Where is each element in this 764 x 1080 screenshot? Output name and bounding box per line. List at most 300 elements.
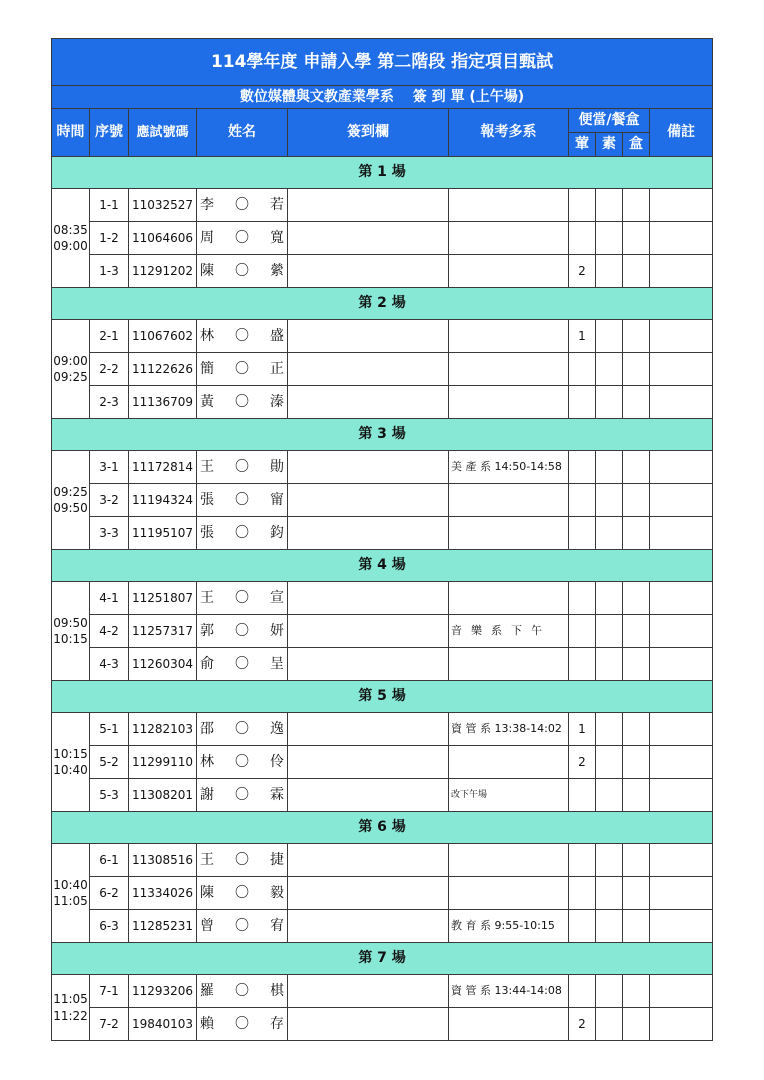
name-mask: 〇 [235,491,249,508]
name-surname: 李 [200,196,214,213]
meal-box-cell [623,386,650,419]
name-mask: 〇 [235,720,249,737]
signin-cell[interactable] [288,353,449,386]
exam-number-cell: 11032527 [129,189,197,222]
remark-cell [650,484,713,517]
name-given: 盛 [270,327,284,344]
remark-cell [650,648,713,681]
other-dept-cell [449,746,569,779]
signin-cell[interactable] [288,255,449,288]
remark-cell [650,189,713,222]
name-mask: 〇 [235,982,249,999]
exam-number-cell: 11334026 [129,877,197,910]
table-row [52,353,713,386]
time-slot [52,451,90,550]
time-slot [52,713,90,812]
exam-number-cell: 11260304 [129,648,197,681]
meal-veg-cell [596,451,623,484]
remark-cell [650,320,713,353]
signin-cell[interactable] [288,189,449,222]
col-header-veg: 素 [596,133,623,157]
session-label: 第 3 場 [52,419,713,451]
name-given: 溱 [270,393,284,410]
session-header [52,157,713,189]
session-header [52,943,713,975]
exam-number-cell: 11257317 [129,615,197,648]
seq-cell: 4-2 [90,615,129,648]
signin-cell[interactable] [288,910,449,943]
meal-box-cell [623,779,650,812]
time-start: 09:25 [53,484,88,499]
name-cell [197,746,288,779]
remark-cell [650,222,713,255]
seq-cell: 2-1 [90,320,129,353]
signin-cell[interactable] [288,615,449,648]
name-cell [197,779,288,812]
name-given: 鈞 [270,524,284,541]
meal-box-cell [623,844,650,877]
exam-number-cell: 11251807 [129,582,197,615]
name-surname: 王 [200,851,214,868]
meal-meat-cell: 2 [569,746,596,779]
table-row [52,582,713,615]
name-cell [197,484,288,517]
name-mask: 〇 [235,393,249,410]
seq-cell: 6-2 [90,877,129,910]
other-dept-cell: 教 育 系 9:55-10:15 [449,910,569,943]
meal-box-cell [623,353,650,386]
name-surname: 郭 [200,622,214,639]
seq-cell: 2-3 [90,386,129,419]
name-given: 正 [270,360,284,377]
name-cell [197,975,288,1008]
sign-in-table [51,38,713,1041]
session-header [52,288,713,320]
other-dept-cell [449,648,569,681]
name-given: 甯 [270,491,284,508]
name-mask: 〇 [235,622,249,639]
signin-cell[interactable] [288,386,449,419]
other-dept-cell [449,255,569,288]
other-dept-cell [449,484,569,517]
remark-cell [650,353,713,386]
name-given: 伶 [270,753,284,770]
name-surname: 陳 [200,884,214,901]
name-given: 棋 [270,982,284,999]
name-given: 存 [270,1015,284,1032]
name-surname: 羅 [200,982,214,999]
name-surname: 賴 [200,1015,214,1032]
name-cell [197,189,288,222]
name-given: 毅 [270,884,284,901]
seq-cell: 4-3 [90,648,129,681]
meal-veg-cell [596,648,623,681]
meal-meat-cell [569,844,596,877]
table-row [52,189,713,222]
other-dept-cell [449,1008,569,1041]
name-mask: 〇 [235,884,249,901]
meal-veg-cell [596,713,623,746]
col-header-exam-no: 應試號碼 [129,109,197,157]
name-given: 呈 [270,655,284,672]
col-header-remark: 備註 [650,109,713,157]
time-slot [52,582,90,681]
exam-number-cell: 19840103 [129,1008,197,1041]
meal-veg-cell [596,353,623,386]
remark-cell [650,746,713,779]
remark-cell [650,877,713,910]
meal-box-cell [623,484,650,517]
name-mask: 〇 [235,262,249,279]
name-mask: 〇 [235,1015,249,1032]
exam-number-cell: 11067602 [129,320,197,353]
remark-cell [650,615,713,648]
time-start: 11:05 [53,992,88,1007]
name-cell [197,1008,288,1041]
exam-number-cell: 11285231 [129,910,197,943]
signin-cell[interactable] [288,222,449,255]
remark-cell [650,255,713,288]
sheet-body [52,157,713,1041]
name-mask: 〇 [235,458,249,475]
seq-cell: 5-3 [90,779,129,812]
name-cell [197,353,288,386]
table-row [52,517,713,550]
seq-cell: 5-1 [90,713,129,746]
table-row [52,484,713,517]
other-dept-cell [449,353,569,386]
meal-veg-cell [596,615,623,648]
meal-veg-cell [596,386,623,419]
table-row [52,255,713,288]
meal-box-cell [623,320,650,353]
meal-veg-cell [596,779,623,812]
meal-veg-cell [596,877,623,910]
name-given: 逸 [270,720,284,737]
meal-box-cell [623,713,650,746]
seq-cell: 5-2 [90,746,129,779]
seq-cell: 7-2 [90,1008,129,1041]
table-row [52,746,713,779]
other-dept-cell [449,844,569,877]
other-dept-cell: 資 管 系 13:44-14:08 [449,975,569,1008]
session-label: 第 5 場 [52,681,713,713]
name-surname: 陳 [200,262,214,279]
remark-cell [650,910,713,943]
time-start: 10:15 [53,746,88,761]
name-surname: 曾 [200,917,214,934]
name-surname: 林 [200,753,214,770]
meal-meat-cell [569,648,596,681]
meal-veg-cell [596,320,623,353]
meal-box-cell [623,222,650,255]
col-header-other-dept: 報考多系 [449,109,569,157]
table-row [52,910,713,943]
time-start: 09:50 [53,615,88,630]
seq-cell: 1-3 [90,255,129,288]
meal-veg-cell [596,484,623,517]
remark-cell [650,451,713,484]
time-slot [52,189,90,288]
name-given: 妍 [270,622,284,639]
meal-meat-cell: 1 [569,713,596,746]
signin-cell[interactable] [288,648,449,681]
signin-cell[interactable] [288,582,449,615]
exam-number-cell: 11291202 [129,255,197,288]
col-header-meal: 便當/餐盒 [569,109,650,133]
table-row [52,844,713,877]
meal-veg-cell [596,517,623,550]
time-end: 09:25 [53,370,88,384]
other-dept-cell [449,582,569,615]
remark-cell [650,582,713,615]
meal-box-cell [623,255,650,288]
meal-box-cell [623,1008,650,1041]
meal-veg-cell [596,844,623,877]
meal-veg-cell [596,975,623,1008]
remark-cell [650,975,713,1008]
name-mask: 〇 [235,655,249,672]
other-dept-cell [449,386,569,419]
name-mask: 〇 [235,229,249,246]
name-cell [197,910,288,943]
meal-box-cell [623,517,650,550]
name-given: 捷 [270,851,284,868]
meal-box-cell [623,975,650,1008]
table-row [52,779,713,812]
time-end: 09:50 [53,501,88,515]
seq-cell: 7-1 [90,975,129,1008]
table-row [52,386,713,419]
col-header-meat: 葷 [569,133,596,157]
other-dept-cell [449,189,569,222]
remark-cell [650,779,713,812]
signin-cell[interactable] [288,1008,449,1041]
meal-veg-cell [596,222,623,255]
time-start: 08:35 [53,222,88,237]
seq-cell: 2-2 [90,353,129,386]
time-start: 10:40 [53,877,88,892]
table-row [52,648,713,681]
name-given: 宥 [270,917,284,934]
remark-cell [650,1008,713,1041]
col-header-seq: 序號 [90,109,129,157]
name-cell [197,844,288,877]
time-end: 11:22 [53,1008,88,1023]
name-mask: 〇 [235,786,249,803]
meal-meat-cell [569,779,596,812]
name-mask: 〇 [235,196,249,213]
name-cell [197,320,288,353]
exam-number-cell: 11194324 [129,484,197,517]
session-header [52,419,713,451]
signin-cell[interactable] [288,320,449,353]
exam-number-cell: 11195107 [129,517,197,550]
name-given: 若 [270,196,284,213]
seq-cell: 1-1 [90,189,129,222]
other-dept-cell [449,320,569,353]
col-header-signin: 簽到欄 [288,109,449,157]
meal-meat-cell [569,189,596,222]
name-mask: 〇 [235,524,249,541]
name-surname: 林 [200,327,214,344]
table-row [52,975,713,1008]
name-surname: 周 [200,229,214,246]
name-cell [197,615,288,648]
remark-cell [650,386,713,419]
col-header-time: 時間 [52,109,90,157]
table-row [52,615,713,648]
meal-box-cell [623,910,650,943]
time-end: 10:15 [53,632,88,646]
time-end: 11:05 [53,894,88,908]
seq-cell: 6-3 [90,910,129,943]
meal-meat-cell [569,222,596,255]
name-cell [197,713,288,746]
name-given: 霖 [270,786,284,803]
signin-cell[interactable] [288,975,449,1008]
time-start: 09:00 [53,353,88,368]
remark-cell [650,713,713,746]
signin-cell[interactable] [288,746,449,779]
name-cell [197,877,288,910]
seq-cell: 3-1 [90,451,129,484]
meal-veg-cell [596,746,623,779]
name-surname: 黃 [200,393,214,410]
meal-veg-cell [596,255,623,288]
meal-box-cell [623,648,650,681]
meal-box-cell [623,877,650,910]
signin-cell[interactable] [288,484,449,517]
meal-box-cell [623,189,650,222]
other-dept-cell [449,222,569,255]
time-slot [52,975,90,1041]
meal-box-cell [623,746,650,779]
exam-number-cell: 11064606 [129,222,197,255]
sheet-subtitle: 數位媒體與文教產業學系 簽 到 單 (上午場) [52,86,713,109]
other-dept-cell [449,877,569,910]
name-cell [197,517,288,550]
name-given: 縈 [270,262,284,279]
table-row [52,222,713,255]
name-mask: 〇 [235,917,249,934]
meal-meat-cell [569,353,596,386]
name-given: 勛 [270,458,284,475]
table-row [52,1008,713,1041]
name-mask: 〇 [235,753,249,770]
seq-cell: 3-2 [90,484,129,517]
name-cell [197,386,288,419]
table-row [52,320,713,353]
meal-meat-cell [569,451,596,484]
session-label: 第 6 場 [52,812,713,844]
signin-cell[interactable] [288,713,449,746]
session-header [52,812,713,844]
meal-box-cell [623,582,650,615]
session-label: 第 2 場 [52,288,713,320]
meal-meat-cell [569,877,596,910]
other-dept-cell: 資 管 系 13:38-14:02 [449,713,569,746]
session-label: 第 7 場 [52,943,713,975]
seq-cell: 3-3 [90,517,129,550]
col-header-box: 盒 [623,133,650,157]
meal-meat-cell [569,615,596,648]
table-row [52,451,713,484]
exam-number-cell: 11308516 [129,844,197,877]
name-surname: 邵 [200,720,214,737]
name-mask: 〇 [235,327,249,344]
name-mask: 〇 [235,360,249,377]
meal-box-cell [623,451,650,484]
signin-cell[interactable] [288,451,449,484]
meal-meat-cell [569,975,596,1008]
other-dept-cell: 改下午場 [449,779,569,812]
exam-number-cell: 11308201 [129,779,197,812]
name-mask: 〇 [235,589,249,606]
signin-cell[interactable] [288,517,449,550]
exam-number-cell: 11172814 [129,451,197,484]
exam-number-cell: 11122626 [129,353,197,386]
meal-meat-cell [569,582,596,615]
name-cell [197,222,288,255]
name-surname: 謝 [200,786,214,803]
name-surname: 簡 [200,360,214,377]
name-surname: 張 [200,491,214,508]
sheet-title: 114學年度 申請入學 第二階段 指定項目甄試 [52,39,713,86]
seq-cell: 6-1 [90,844,129,877]
session-header [52,550,713,582]
time-slot [52,844,90,943]
exam-number-cell: 11136709 [129,386,197,419]
name-cell [197,648,288,681]
meal-meat-cell: 1 [569,320,596,353]
name-surname: 王 [200,458,214,475]
other-dept-cell: 美 產 系 14:50-14:58 [449,451,569,484]
name-cell [197,451,288,484]
meal-meat-cell [569,517,596,550]
name-surname: 俞 [200,655,214,672]
name-cell [197,582,288,615]
meal-veg-cell [596,189,623,222]
exam-number-cell: 11282103 [129,713,197,746]
time-end: 10:40 [53,763,88,777]
signin-cell[interactable] [288,877,449,910]
remark-cell [650,517,713,550]
other-dept-cell: 音樂系下午 [449,615,569,648]
table-row [52,877,713,910]
meal-meat-cell: 2 [569,1008,596,1041]
name-surname: 張 [200,524,214,541]
meal-meat-cell [569,386,596,419]
signin-cell[interactable] [288,779,449,812]
name-mask: 〇 [235,851,249,868]
exam-number-cell: 11299110 [129,746,197,779]
name-cell [197,255,288,288]
seq-cell: 4-1 [90,582,129,615]
session-header [52,681,713,713]
name-given: 寬 [270,229,284,246]
exam-number-cell: 11293206 [129,975,197,1008]
sign-in-sheet [51,38,712,1041]
time-end: 09:00 [53,239,88,253]
col-header-name: 姓名 [197,109,288,157]
meal-veg-cell [596,1008,623,1041]
signin-cell[interactable] [288,844,449,877]
meal-box-cell [623,615,650,648]
remark-cell [650,844,713,877]
session-label: 第 1 場 [52,157,713,189]
name-given: 宣 [270,589,284,606]
